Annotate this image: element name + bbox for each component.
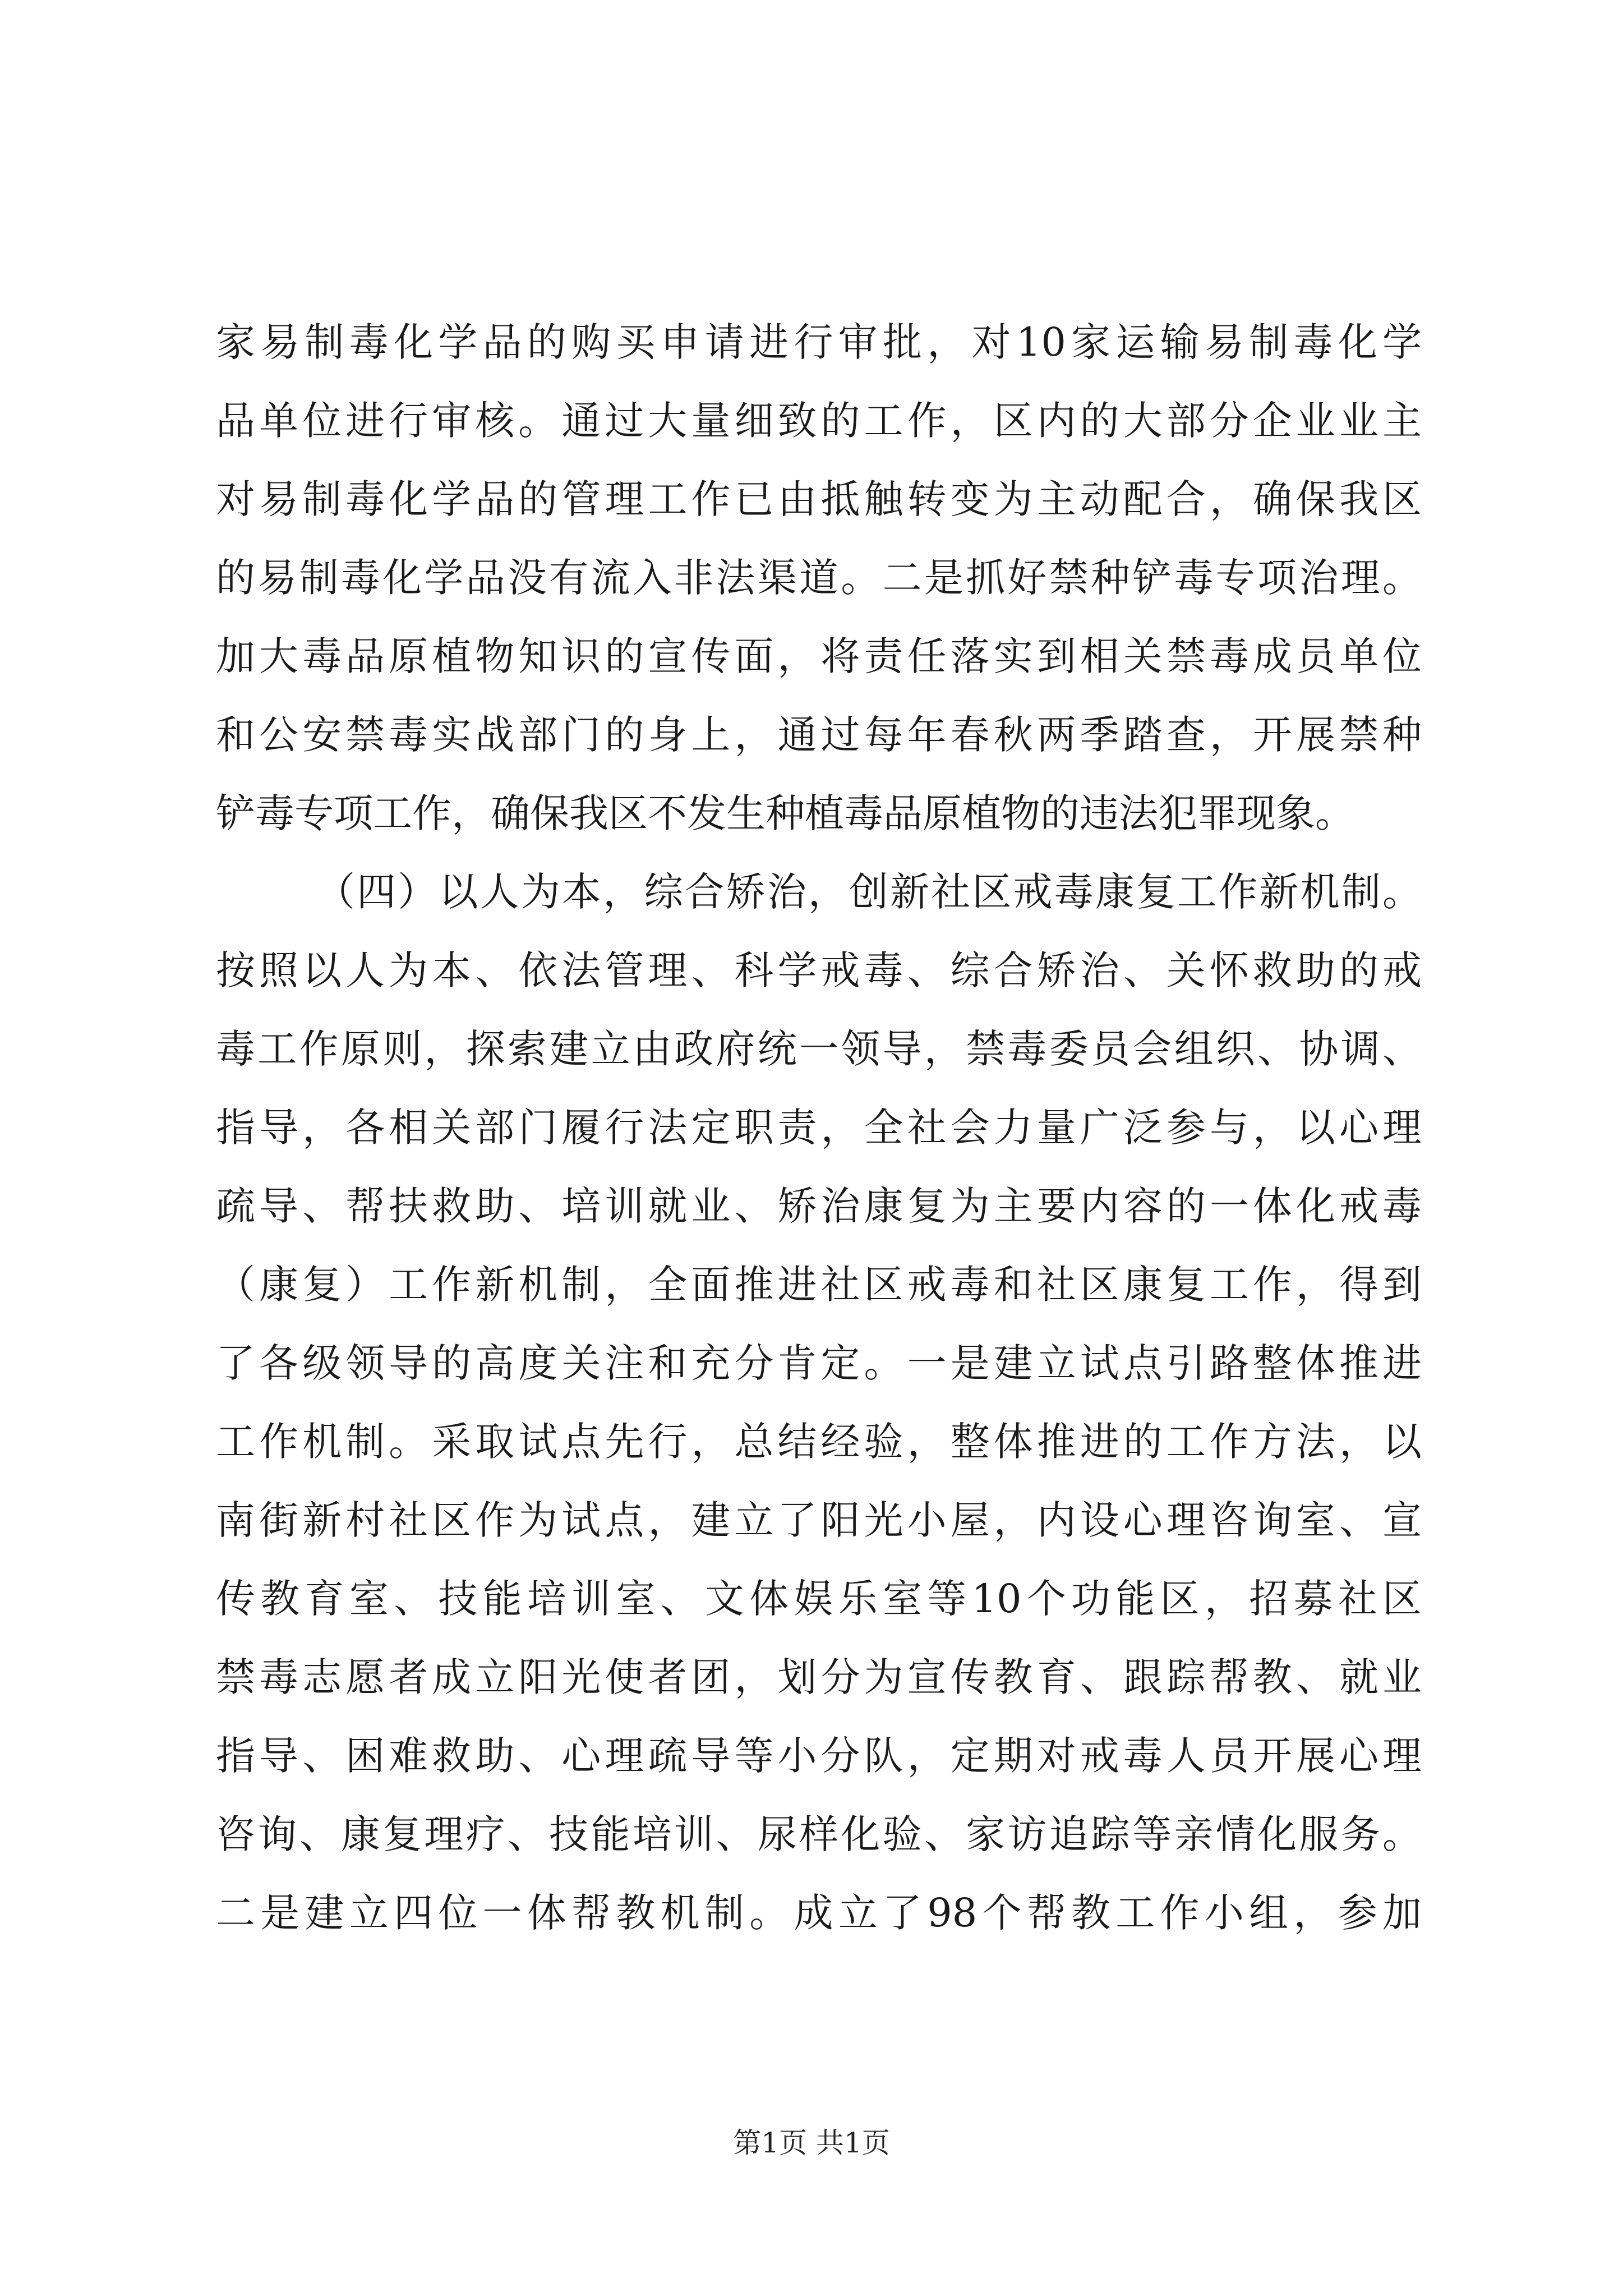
text-line: 工作机制。采取试点先行，总结经验，整体推进的工作方法，以 [216, 1419, 1422, 1465]
text-line: 二是建立四位一体帮教机制。成立了98个帮教工作小组，参加 [216, 1890, 1422, 1936]
text-line: 指导，各相关部门履行法定职责，全社会力量广泛参与，以心理 [216, 1105, 1422, 1151]
text-line: 指导、困难救助、心理疏导等小分队，定期对戒毒人员开展心理 [216, 1733, 1422, 1779]
section-heading-line: （四）以人为本，综合矫治，创新社区戒毒康复工作新机制。 [316, 869, 1422, 915]
text-line: 品单位进行审核。通过大量细致的工作，区内的大部分企业业主 [216, 398, 1422, 444]
text-line: 了各级领导的高度关注和充分肯定。一是建立试点引路整体推进 [216, 1340, 1422, 1386]
page-number-footer: 第1页 共1页 [733, 2127, 890, 2159]
text-line: 传教育室、技能培训室、文体娱乐室等10个功能区，招募社区 [216, 1576, 1422, 1622]
text-line: 和公安禁毒实战部门的身上，通过每年春秋两季踏查，开展禁种 [216, 712, 1422, 758]
text-line: 铲毒专项工作，确保我区不发生种植毒品原植物的违法犯罪现象。 [216, 790, 1354, 836]
text-line: 对易制毒化学品的管理工作已由抵触转变为主动配合，确保我区 [216, 476, 1422, 522]
text-line: 南街新村社区作为试点，建立了阳光小屋，内设心理咨询室、宣 [216, 1497, 1422, 1543]
text-line: 按照以人为本、依法管理、科学戒毒、综合矫治、关怀救助的戒 [216, 947, 1422, 993]
text-line: 毒工作原则，探索建立由政府统一领导，禁毒委员会组织、协调、 [216, 1026, 1422, 1072]
text-line: 家易制毒化学品的购买申请进行审批，对10家运输易制毒化学 [216, 319, 1422, 365]
text-line: 禁毒志愿者成立阳光使者团，划分为宣传教育、跟踪帮教、就业 [216, 1654, 1422, 1700]
text-line: 的易制毒化学品没有流入非法渠道。二是抓好禁种铲毒专项治理。 [216, 555, 1422, 601]
text-line: 咨询、康复理疗、技能培训、尿样化验、家访追踪等亲情化服务。 [216, 1811, 1422, 1857]
text-line: 疏导、帮扶救助、培训就业、矫治康复为主要内容的一体化戒毒 [216, 1183, 1422, 1229]
text-line: （康复）工作新机制，全面推进社区戒毒和社区康复工作，得到 [216, 1262, 1422, 1308]
text-line: 加大毒品原植物知识的宣传面，将责任落实到相关禁毒成员单位 [216, 633, 1422, 679]
